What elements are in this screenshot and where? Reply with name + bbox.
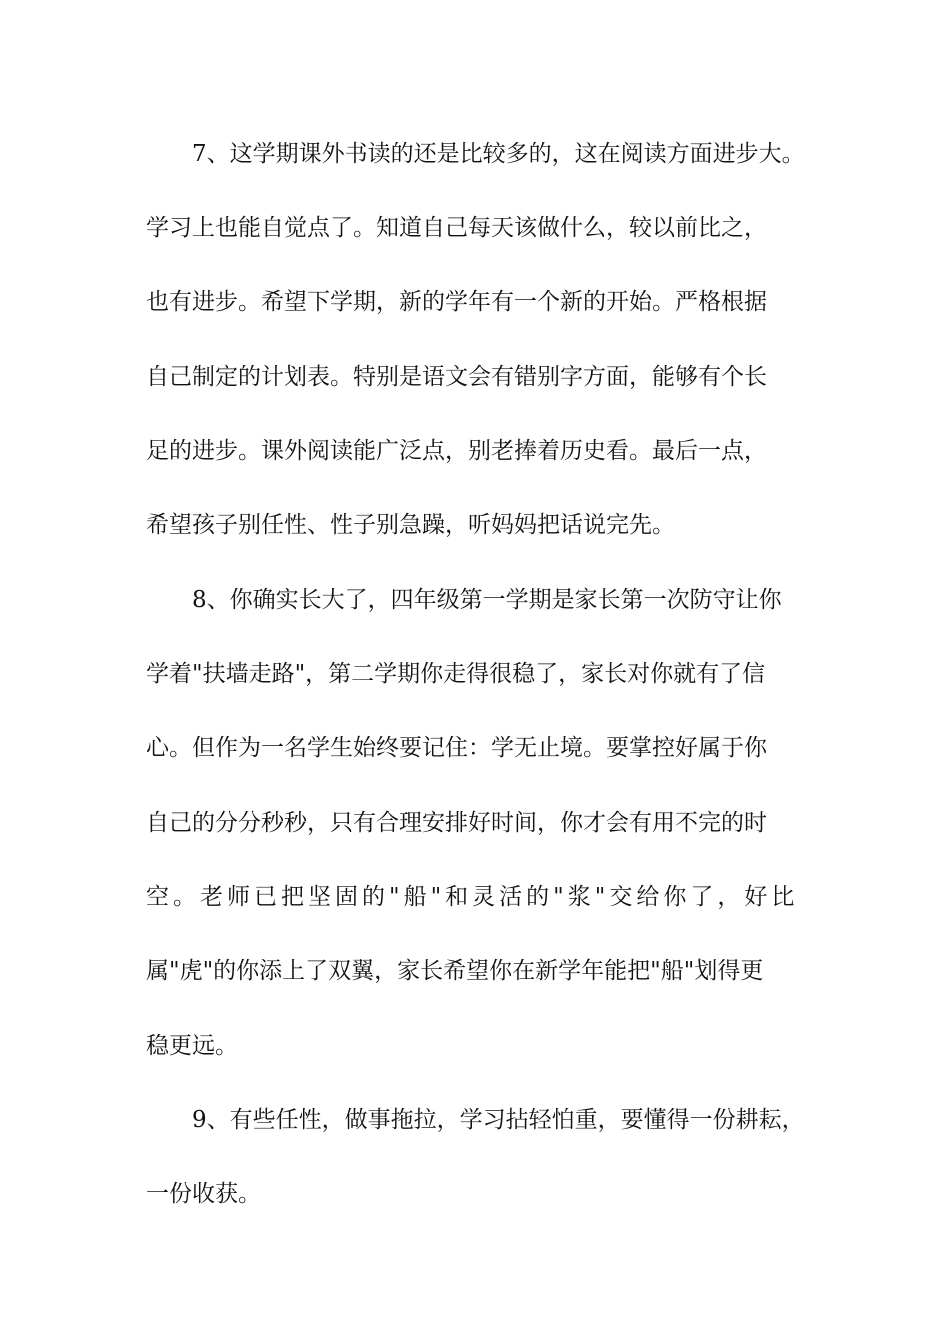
paragraph-8-line-5: 空。老师已把坚固的"船"和灵活的"浆"交给你了，好比 xyxy=(146,884,799,910)
paragraph-8-line-7: 稳更远。 xyxy=(146,1033,238,1059)
paragraph-8-line-3: 心。但作为一名学生始终要记住：学无止境。要掌控好属于你 xyxy=(146,735,767,761)
paragraph-7-line-4: 自己制定的计划表。特别是语文会有错别字方面，能够有个长 xyxy=(146,364,767,390)
paragraph-8-line-4: 自己的分分秒秒，只有合理安排好时间，你才会有用不完的时 xyxy=(146,810,767,836)
paragraph-9-line-2: 一份收获。 xyxy=(146,1181,261,1207)
paragraph-7-line-3: 也有进步。希望下学期，新的学年有一个新的开始。严格根据 xyxy=(146,289,767,315)
paragraph-8-line-6: 属"虎"的你添上了双翼，家长希望你在新学年能把"船"划得更 xyxy=(146,958,764,984)
paragraph-7-line-1: 7、这学期课外书读的还是比较多的，这在阅读方面进步大。 xyxy=(192,141,805,167)
paragraph-7-line-5: 足的进步。课外阅读能广泛点，别老捧着历史看。最后一点， xyxy=(146,438,767,464)
paragraph-7-line-2: 学习上也能自觉点了。知道自己每天该做什么，较以前比之， xyxy=(146,215,767,241)
paragraph-8-line-1: 8、你确实长大了，四年级第一学期是家长第一次防守让你 xyxy=(192,587,782,613)
paragraph-9-line-1: 9、有些任性，做事拖拉，学习拈轻怕重，要懂得一份耕耘， xyxy=(192,1107,805,1133)
paragraph-8-line-2: 学着"扶墙走路"，第二学期你走得很稳了，家长对你就有了信 xyxy=(146,661,766,687)
paragraph-7-line-6: 希望孩子别任性、性子别急躁，听妈妈把话说完先。 xyxy=(146,512,675,538)
